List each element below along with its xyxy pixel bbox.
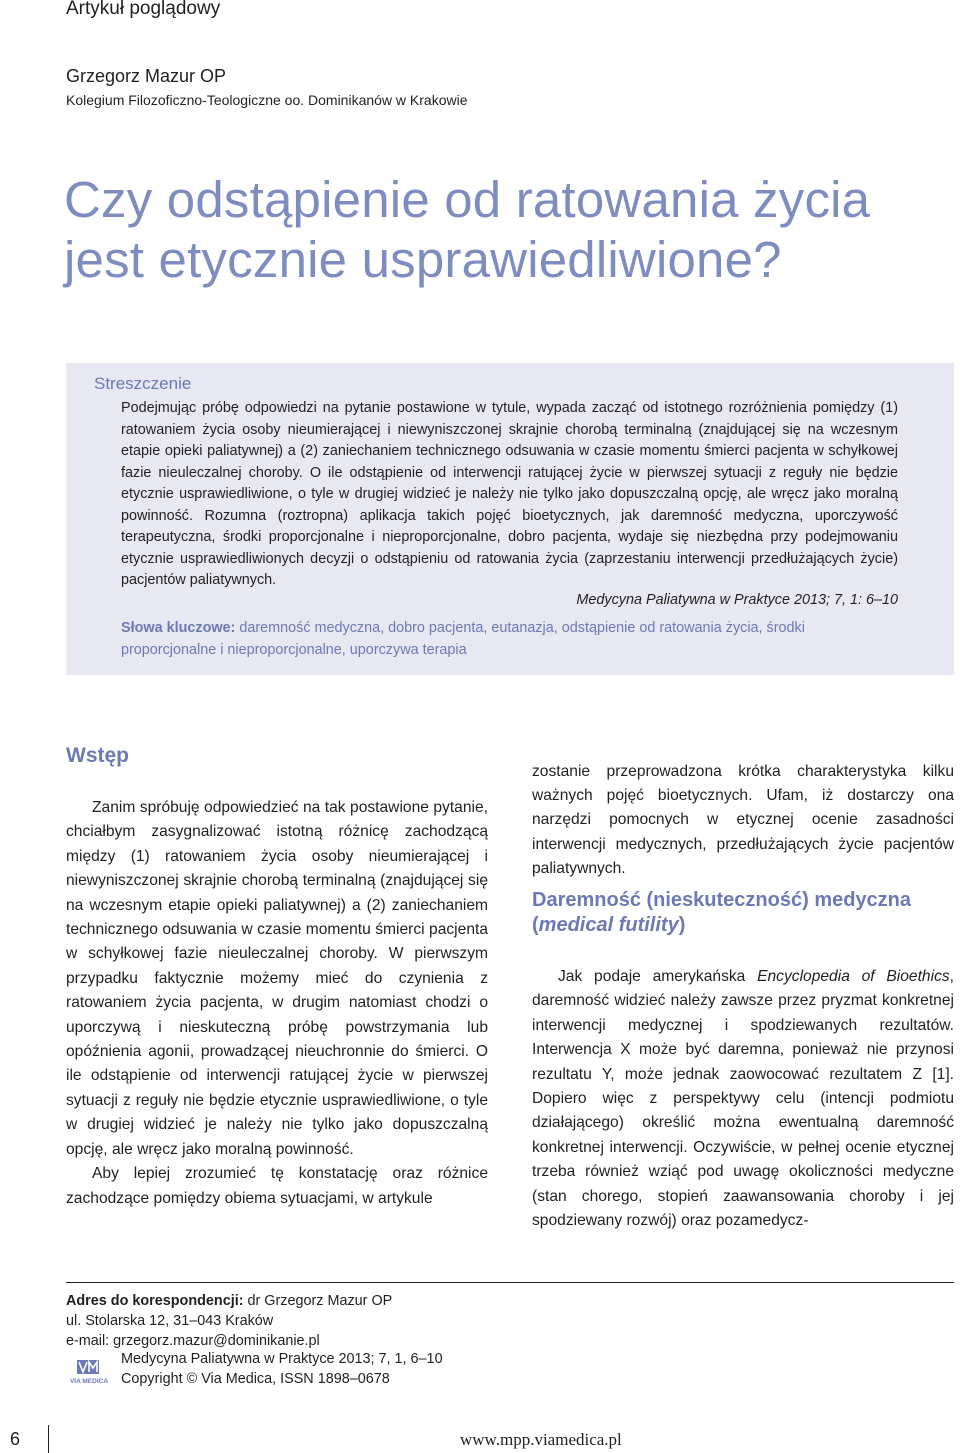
logo-text: VIA MEDICA [69, 1378, 109, 1385]
abstract-citation: Medycyna Paliatywna w Praktyce 2013; 7, 1: 6–10 [576, 592, 898, 608]
right-column [532, 965, 954, 1233]
corr-email: e-mail: grzegorz.mazur@dominikanie.pl [66, 1333, 320, 1349]
title-line-1: Czy odstąpienie od ratowania życia [64, 171, 871, 228]
right-paragraph-0: zostanie przeprowadzona krótka charakterystyka kilku ważnych pojęć bioetycznych. Ufam, iż dostarczy ona narzędzi pomocnych w etycznej ocenie zasadności interwencji medycznych, przedłużających życie pacjentów paliatywnych. [532, 762, 954, 878]
journal-info [121, 1349, 443, 1389]
futility-heading-italic: medical futility [538, 913, 679, 936]
abstract-heading: Streszczenie [94, 374, 192, 393]
page-margin-mark [48, 1425, 49, 1453]
abstract-text: Podejmując próbę odpowiedzi na pytanie postawione w tytule, wypada zacząć od istotnego rozróżnienia pomiędzy (1) ratowaniem życia osoby nieumierającej i niewyniszczonej skrajnie chorobą terminalną (znajdującej się na wczesnym etapie opieki paliatywnej) a (2) zaniechaniem technicznego odsuwania w czasie momentu śmierci pacjenta w schyłkowej fazie nieuleczalnej choroby. O ile odstąpienie od interwencji ratującej życie w pierwszej sytuacji z reguły nie będzie etycznie usprawiedliwione, o tyle w drugiej widzieć je należy nie tylko jako dopuszczalną opcję, ale wręcz jako moralną powinność. Rozumna (roztropna) aplikacja takich pojęć bioetycznych, jak daremność medyczna, uporczywość terapeutyczna, środki proporcjonalne i nieproporcjonalne, dobro pacjenta, wydaje się niezbędna przy podejmowaniu etycznie usprawiedliwionych decyzji o odstąpieniu od ratowania życia (zaprzestaniu interwencji przedłużających życie) pacjentów paliatywnych. [121, 400, 898, 588]
right-p1-b: , daremność widzieć należy zawsze przez pryzmat konkretnej interwencji medycznej i spodziewanych rezultatów. Interwencja X może być daremna, ponieważ nie przynosi rezultatu Y, może jednak zaowocować rezultatem Z [1]. Dopiero więc z perspektywy celu (intencji podmiotu działającego) określić można ewentualną daremność konkretnej interwencji. Oczywiście, w pełnej ocenie etycznej trzeba również wziąć pod uwagę okoliczności medyczne (stan chorego, stopień zaawansowania choroby i jej spodziewany rozwój) oraz pozamedycz- [532, 968, 955, 1230]
left-paragraph-1: Zanim spróbuję odpowiedzieć na tak postawione pytanie, chciałbym zasygnalizować istotną różnicę zachodzącą między (1) ratowaniem życia osoby nieumierającej i niewyniszczonej skrajnie chorobą terminalną (znajdującej się na wczesnym etapie opieki paliatywnej) a (2) zaniechaniem technicznego odsuwania w czasie momentu śmierci pacjenta w schyłkowej fazie nieuleczalnej choroby. W pierwszym przypadku faktycznie możemy mieć do czynienia z ratowaniem życia pacjenta, w drugim natomiast chodzi o uporczywą i nieskuteczną próbę powstrzymania lub opóźnienia agonii, prowadzącej nieuchronnie do śmierci. O ile odstąpienie od interwencji ratującej życie w pierwszej sytuacji z reguły nie będzie etycznie usprawiedliwione, o tyle w drugiej widzieć je należy nie tylko jako dopuszczalną opcję, ale wręcz jako moralną powinność. [66, 799, 488, 1158]
left-column [66, 796, 488, 1211]
journal-url[interactable]: www.mpp.viamedica.pl [460, 1430, 622, 1449]
title-line-2: jest etycznie usprawiedliwione? [64, 231, 782, 288]
keywords-label: Słowa kluczowe: [121, 620, 236, 636]
journal-reference: Medycyna Paliatywna w Praktyce 2013; 7, 1, 6–10 [121, 1351, 443, 1367]
intro-heading: Wstęp [66, 744, 129, 767]
keywords [121, 618, 898, 661]
futility-heading [532, 888, 954, 937]
futility-heading-b: ) [678, 913, 686, 936]
right-column-top [532, 744, 954, 897]
footer-rule [66, 1282, 954, 1283]
futility-heading-a: Daremność (nieskuteczność) medyczna ( [532, 889, 912, 936]
corr-label: Adres do korespondencji: [66, 1293, 244, 1309]
copyright: Copyright © Via Medica, ISSN 1898–0678 [121, 1371, 390, 1387]
corr-street: ul. Stolarska 12, 31–043 Kraków [66, 1313, 274, 1329]
right-p1-italic: Encyclopedia of Bioethics [757, 968, 950, 985]
via-medica-logo [66, 1359, 112, 1385]
left-paragraph-2: Aby lepiej zrozumieć tę konstatację oraz różnice zachodzące pomiędzy obiema sytuacjami, w artykule [66, 1165, 488, 1207]
section-label: Artykuł poglądowy [66, 0, 221, 19]
author-affiliation: Kolegium Filozoficzno-Teologiczne oo. Dominikanów w Krakowie [66, 92, 468, 108]
keywords-list: daremność medyczna, dobro pacjenta, eutanazja, odstąpienie od ratowania życia, środki proporcjonalne i nieproporcjonalne, uporczywa terapia [121, 620, 805, 658]
right-p1-a: Jak podaje amerykańska [558, 968, 758, 985]
article-title [64, 170, 954, 290]
author-name: Grzegorz Mazur OP [66, 66, 227, 86]
correspondence-block [66, 1291, 392, 1351]
page-number: 6 [10, 1429, 21, 1449]
right-paragraph-1 [532, 965, 954, 1233]
corr-name: dr Grzegorz Mazur OP [247, 1293, 393, 1309]
